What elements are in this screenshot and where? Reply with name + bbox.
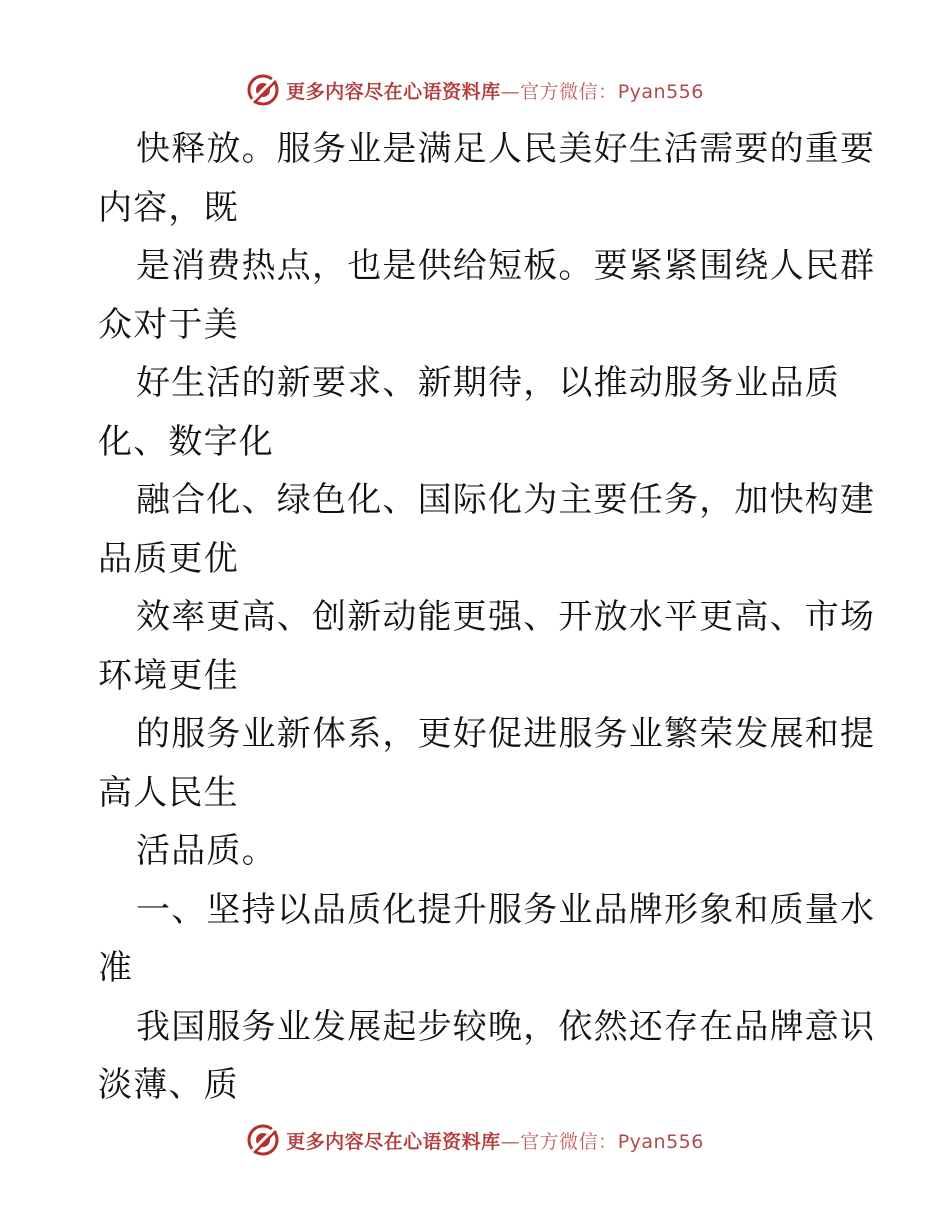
text-line: 融合化、绿色化、国际化为主要任务，加快构建 — [136, 480, 876, 520]
text-line: 一、坚持以品质化提升服务业品牌形象和质量水 — [136, 889, 876, 930]
text-line: 环境更佳 — [98, 655, 239, 696]
pen-logo-icon — [246, 73, 280, 107]
text-line: 是消费热点，也是供给短板。要紧紧围绕人民群 — [136, 246, 876, 286]
text-line: 内容，既 — [98, 187, 239, 228]
pen-logo-icon — [246, 1123, 280, 1157]
footer-banner — [0, 1118, 950, 1162]
banner-wechat-id: Pyan556 — [617, 80, 704, 103]
text-line: 效率更高、创新动能更强、开放水平更高、市场 — [136, 597, 876, 637]
text-line: 高人民生 — [98, 772, 239, 813]
header-banner — [0, 68, 950, 112]
text-line: 我国服务业发展起步较晚，依然还存在品牌意识 — [136, 1006, 876, 1047]
text-line: 快释放。服务业是满足人民美好生活需要的重要 — [136, 129, 876, 169]
text-line: 品质更优 — [98, 538, 239, 579]
text-line: 活品质。 — [136, 831, 277, 871]
banner-separator: —官方微信： — [500, 1130, 618, 1153]
banner-wechat-id: Pyan556 — [617, 1130, 704, 1153]
banner-title: 更多内容尽在心语资料库 — [286, 1130, 501, 1153]
text-line: 化、数字化 — [98, 421, 274, 462]
text-line: 众对于美 — [98, 304, 239, 345]
text-line: 好生活的新要求、新期待，以推动服务业品质 — [136, 363, 840, 403]
banner-text — [286, 77, 704, 104]
document-body — [98, 120, 876, 1115]
banner-text — [286, 1127, 704, 1154]
text-line: 准 — [98, 948, 134, 988]
text-line: 淡薄、质 — [98, 1065, 239, 1105]
text-line: 的服务业新体系，更好促进服务业繁荣发展和提 — [136, 714, 876, 754]
banner-title: 更多内容尽在心语资料库 — [286, 80, 501, 103]
banner-separator: —官方微信： — [500, 80, 618, 103]
